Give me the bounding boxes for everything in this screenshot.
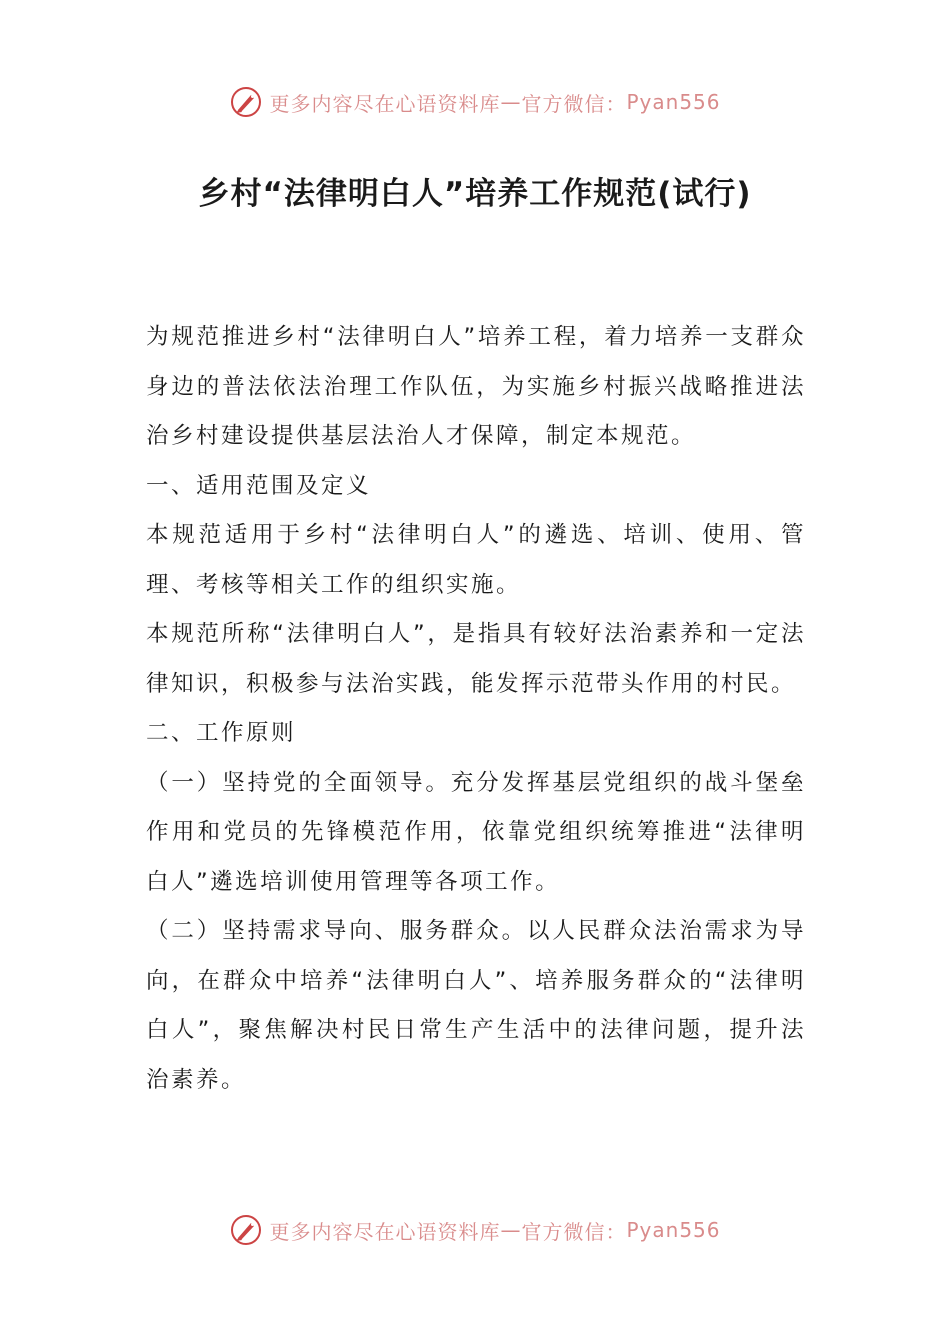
watermark-separator: — xyxy=(500,1218,522,1242)
intro-paragraph: 为规范推进乡村“法律明白人”培养工程，着力培养一支群众身边的普法依法治理工作队伍，为实施乡村振兴战略推进法治乡村建设提供基层法治人才保障，制定本规范。 xyxy=(146,324,806,449)
scope-paragraph: 本规范适用于乡村“法律明白人”的遴选、培训、使用、管理、考核等相关工作的组织实施。 xyxy=(146,522,806,598)
principle-two-paragraph: （二）坚持需求导向、服务群众。以人民群众法治需求为导向，在群众中培养“法律明白人”、培养服务群众的“法律明白人”，聚焦解决村民日常生产生活中的法律问题，提升法治素养。 xyxy=(146,918,806,1093)
watermark-site-text: 更多内容尽在心语资料库 xyxy=(269,91,501,116)
footer-watermark xyxy=(0,1210,950,1250)
principle-one-paragraph: （一）坚持党的全面领导。充分发挥基层党组织的战斗堡垒作用和党员的先锋模范作用，依靠党组织统筹推进“法律明白人”遴选培训使用管理等各项工作。 xyxy=(146,769,806,895)
watermark-site-text: 更多内容尽在心语资料库 xyxy=(269,1219,501,1244)
section-heading-principles: 二、工作原则 xyxy=(146,720,297,746)
definition-paragraph: 本规范所称“法律明白人”，是指具有较好法治素养和一定法律知识，积极参与法治实践，能发挥示范带头作用的村民。 xyxy=(146,621,806,697)
watermark-wechat-label: 官方微信： xyxy=(521,91,627,116)
watermark-wechat-id: Pyan556 xyxy=(626,1218,721,1242)
document-body xyxy=(146,313,806,1105)
section-heading-scope: 一、适用范围及定义 xyxy=(146,472,372,499)
watermark-wechat-id: Pyan556 xyxy=(626,90,721,114)
watermark-wechat-label: 官方微信： xyxy=(521,1219,627,1244)
header-watermark xyxy=(0,82,950,122)
watermark-separator: — xyxy=(500,90,522,114)
pen-nib-logo-icon xyxy=(229,1213,263,1247)
pen-nib-logo-icon xyxy=(229,85,263,119)
document-title: 乡村“法律明白人”培养工作规范(试行) xyxy=(198,176,752,212)
